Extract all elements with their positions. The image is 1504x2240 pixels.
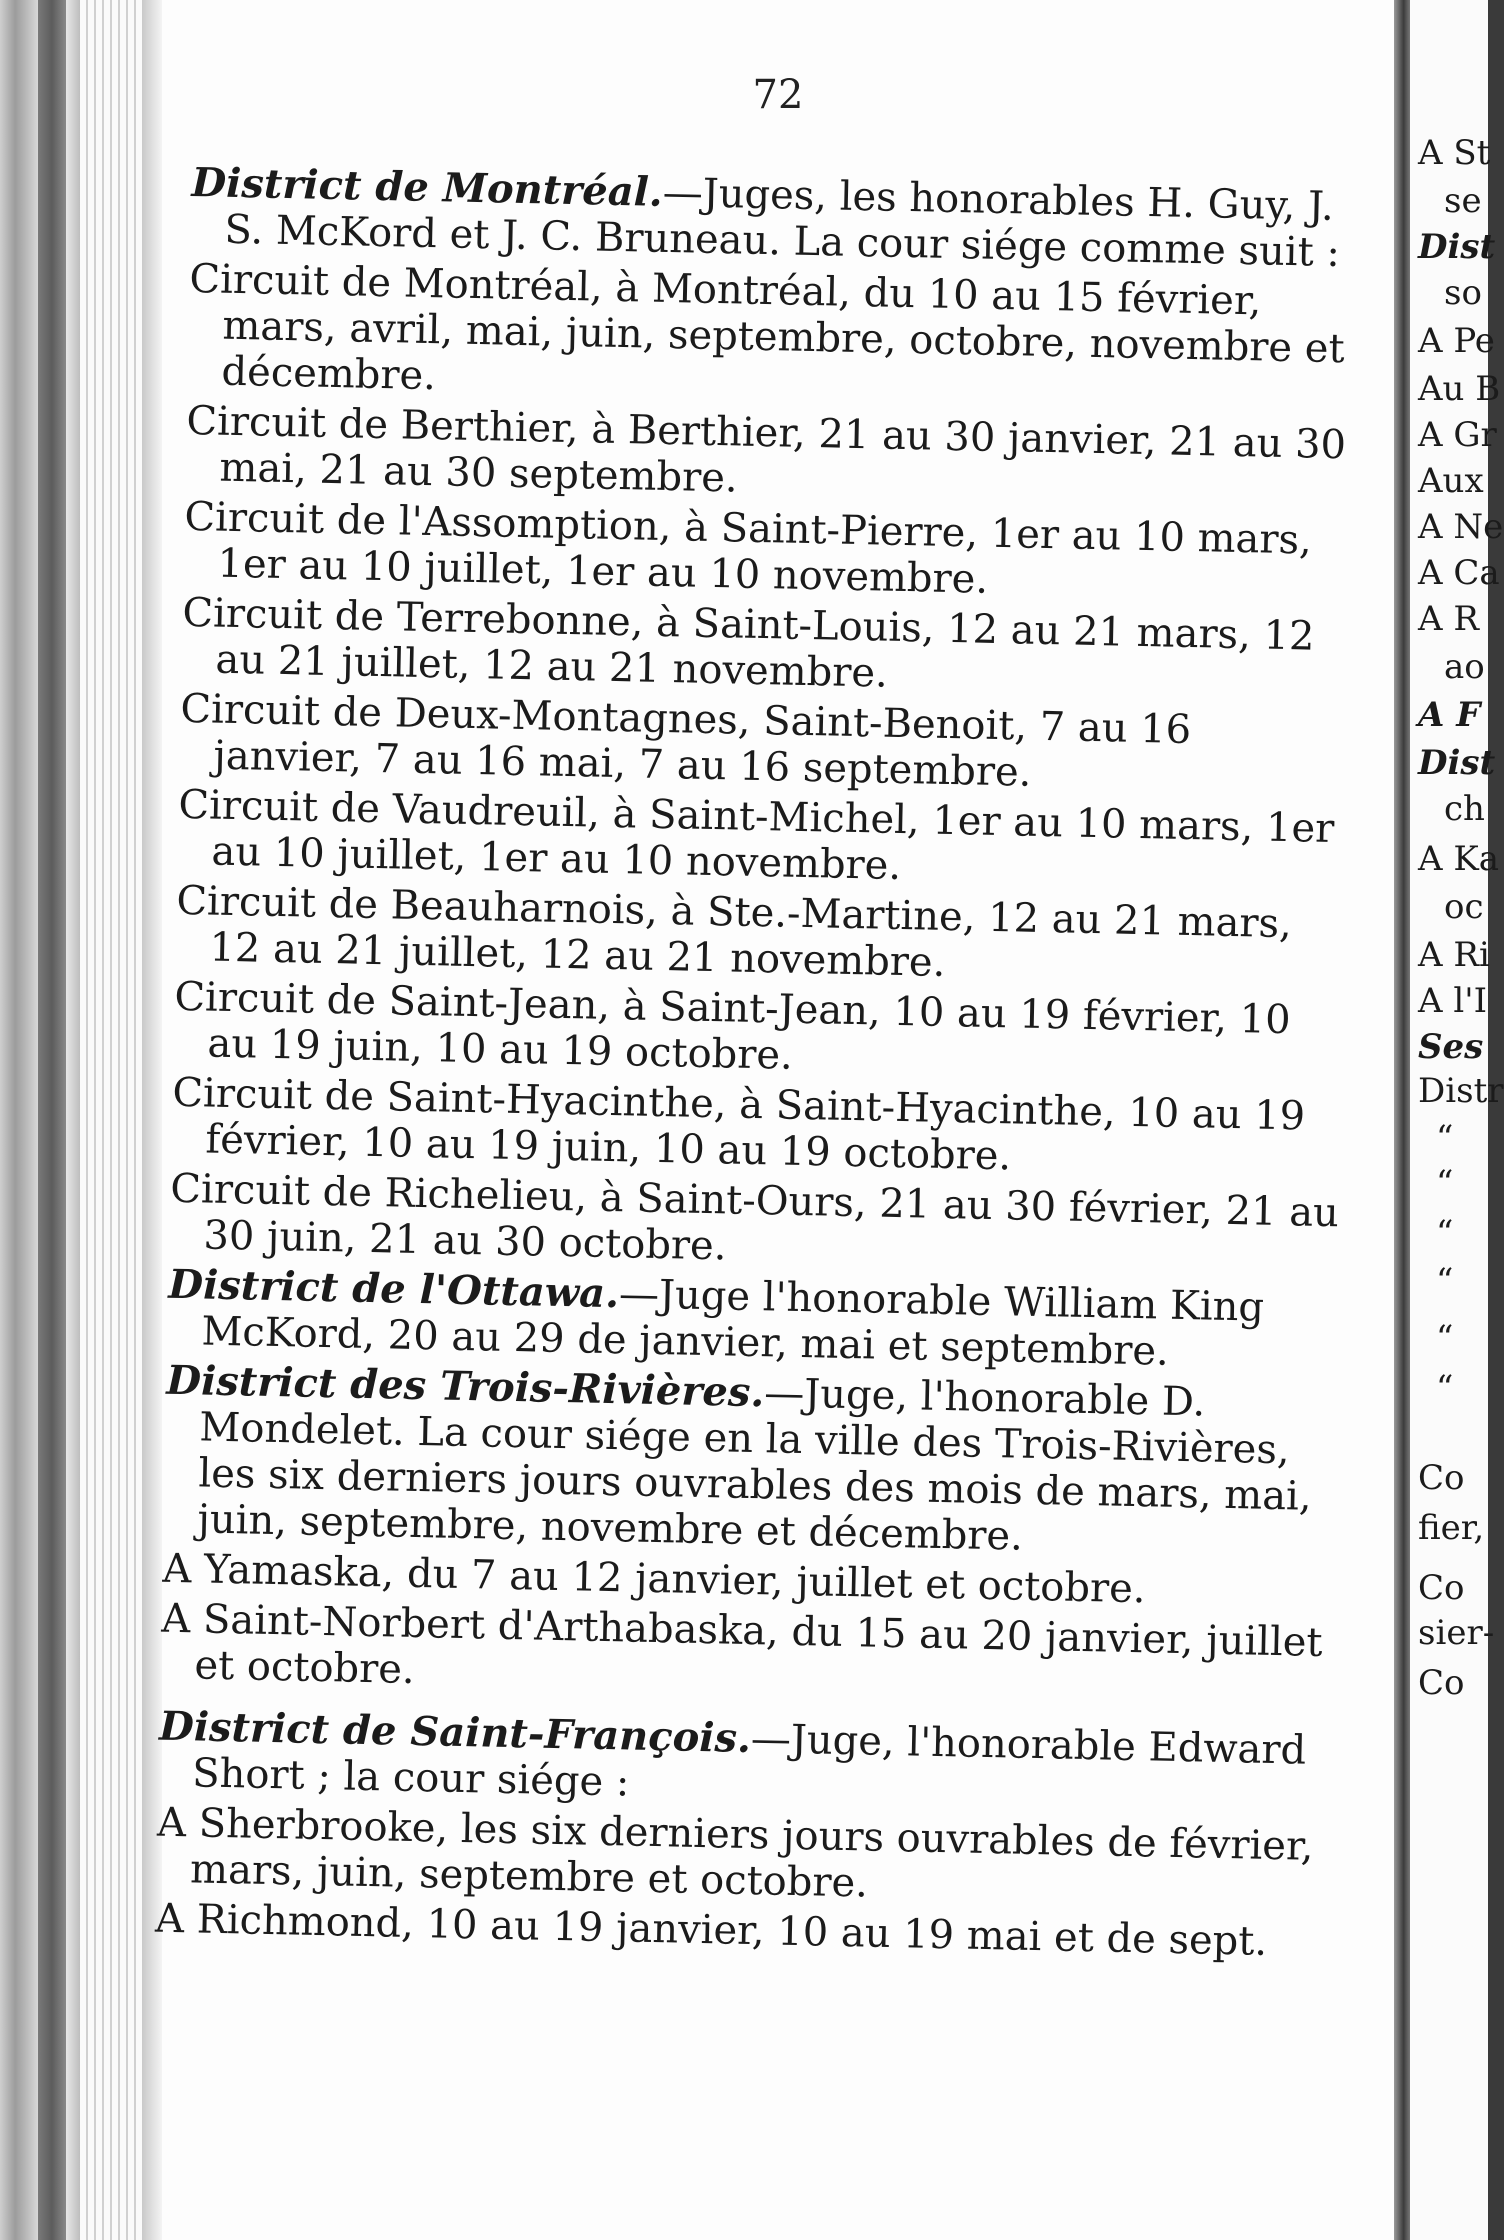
entry-text: Circuit de Terrebonne, à Saint-Louis, 12 au 21 mars, 12 au 21 juillet, 12 au 21 novembre. (182, 589, 1315, 697)
page-number: 72 (752, 72, 804, 118)
right-page-text-fragment: Aux (1418, 461, 1484, 501)
circuit-entry (160, 1596, 1332, 1712)
entry-text: A Richmond, 10 au 19 janvier, 10 au 19 mai et de sept. (154, 1895, 1268, 1965)
right-page-text-fragment: Co (1418, 1663, 1465, 1703)
book-gutter (1394, 0, 1410, 2240)
right-page-text-fragment: A Ne (1418, 507, 1504, 547)
right-page-text-fragment: Co (1418, 1568, 1465, 1608)
right-page-text-fragment: so (1444, 273, 1482, 313)
right-page-text-fragment: Dist (1418, 227, 1496, 267)
right-page-text-fragment: “ (1436, 1118, 1454, 1158)
right-page-fragment (1410, 0, 1504, 2240)
right-page-text-fragment: A Gr (1418, 415, 1497, 455)
district-heading: District de Saint-François. (158, 1702, 752, 1763)
right-page-text-fragment: Au B (1418, 369, 1501, 409)
entry-text: —Juges, les honorables H. Guy, J. S. McKord et J. C. Bruneau. La cour siége comme suit : (224, 169, 1341, 277)
circuit-entry (187, 256, 1360, 418)
book-edge (66, 0, 80, 2240)
district-heading: District des Trois-Rivières. (165, 1356, 765, 1417)
right-page-text-fragment: “ (1436, 1213, 1454, 1253)
right-page-text-fragment: fier, (1418, 1508, 1485, 1548)
right-page-text-fragment: A R (1418, 599, 1479, 639)
entry-text: —Juge, l'honorable Edward Short ; la cour siége : (191, 1716, 1307, 1806)
entry-text: Circuit de Montréal, à Montréal, du 10 au 15 février, mars, avril, mai, juin, septembre, octobre, novembre et décembre. (189, 255, 1346, 400)
right-page-text-fragment: ao (1444, 647, 1485, 687)
entry-text: Circuit de Berthier, à Berthier, 21 au 30 janvier, 21 au 30 mai, 21 au 30 septembre. (186, 397, 1347, 502)
district-heading: District de l'Ottawa. (167, 1260, 620, 1318)
entry-text: Circuit de l'Assomption, à Saint-Pierre, 1er au 10 mars, 1er au 10 juillet, 1er au 10 novembre. (184, 493, 1313, 603)
right-page-text-fragment: A F (1418, 695, 1481, 735)
entry-text: A Yamaska, du 7 au 12 janvier, juillet et octobre. (162, 1545, 1146, 1613)
district-heading: District de Montréal. (191, 159, 664, 216)
entry-text: A Saint-Norbert d'Arthabaska, du 15 au 20 janvier, juillet et octobre. (160, 1595, 1324, 1693)
book-edge (38, 0, 66, 2240)
page-stack-edges (80, 0, 142, 2240)
entry-text: Circuit de Saint-Hyacinthe, à Saint-Hyacinthe, 10 au 19 février, 10 au 19 juin, 10 au 19 octobre. (171, 1069, 1306, 1180)
entry-text: Circuit de Vaudreuil, à Saint-Michel, 1er au 10 mars, 1er au 10 juillet, 1er au 10 novembre. (178, 781, 1335, 889)
page-text (155, 160, 1362, 1970)
right-page-text-fragment: “ (1436, 1368, 1454, 1408)
right-page-text-fragment: Co (1418, 1458, 1465, 1498)
entry-text: —Juge, l'honorable D. Mondelet. La cour siége en la ville des Trois-Rivières, les six derniers jours ouvrables des mois de mars, mai, juin, septembre, novembre et décembre. (197, 1370, 1313, 1560)
right-page-text-fragment: A l'I (1418, 981, 1488, 1021)
entry-text: —Juge l'honorable William King McKord, 20 au 29 de janvier, mai et septembre. (200, 1271, 1265, 1375)
district-entry (163, 1358, 1337, 1566)
right-page-text-fragment: Ses (1418, 1027, 1484, 1067)
right-page-text-fragment: A Ri (1418, 935, 1490, 975)
entry-text: A Sherbrooke, les six derniers jours ouvrables de février, mars, juin, septembre et octobre. (156, 1799, 1314, 1907)
left-page (154, 0, 1394, 2240)
entry-text: Circuit de Beauharnois, à Ste.-Martine, 12 au 21 mars, 12 au 21 juillet, 12 au 21 novembre. (175, 877, 1293, 986)
right-page-text-fragment: ch (1444, 789, 1485, 829)
entry-text: Circuit de Deux-Montagnes, Saint-Benoit, 7 au 16 janvier, 7 au 16 mai, 7 au 16 septembre. (180, 685, 1192, 796)
entry-text: Circuit de Richelieu, à Saint-Ours, 21 au 30 février, 21 au 30 juin, 21 au 30 octobre. (169, 1165, 1340, 1270)
right-page-text-fragment: “ (1436, 1163, 1454, 1203)
right-page-text-fragment: A St (1418, 133, 1491, 173)
right-page-text-fragment: A Ka (1418, 839, 1500, 879)
right-page-text-fragment: A Pe (1418, 321, 1495, 361)
right-page-text-fragment: Dist (1418, 743, 1496, 783)
right-page-text-fragment: “ (1436, 1261, 1454, 1301)
right-page-text-fragment: A Ca (1418, 553, 1500, 593)
right-page-text-fragment: se (1444, 181, 1482, 221)
book-edge (0, 0, 38, 2240)
right-page-text-fragment: sier- (1418, 1613, 1495, 1653)
right-page-text-fragment: “ (1436, 1318, 1454, 1358)
right-page-text-fragment: oc (1444, 887, 1484, 927)
entry-text: Circuit de Saint-Jean, à Saint-Jean, 10 au 19 février, 10 au 19 juin, 10 au 19 octobre. (173, 973, 1292, 1079)
right-page-text-fragment: Distr (1418, 1071, 1504, 1111)
